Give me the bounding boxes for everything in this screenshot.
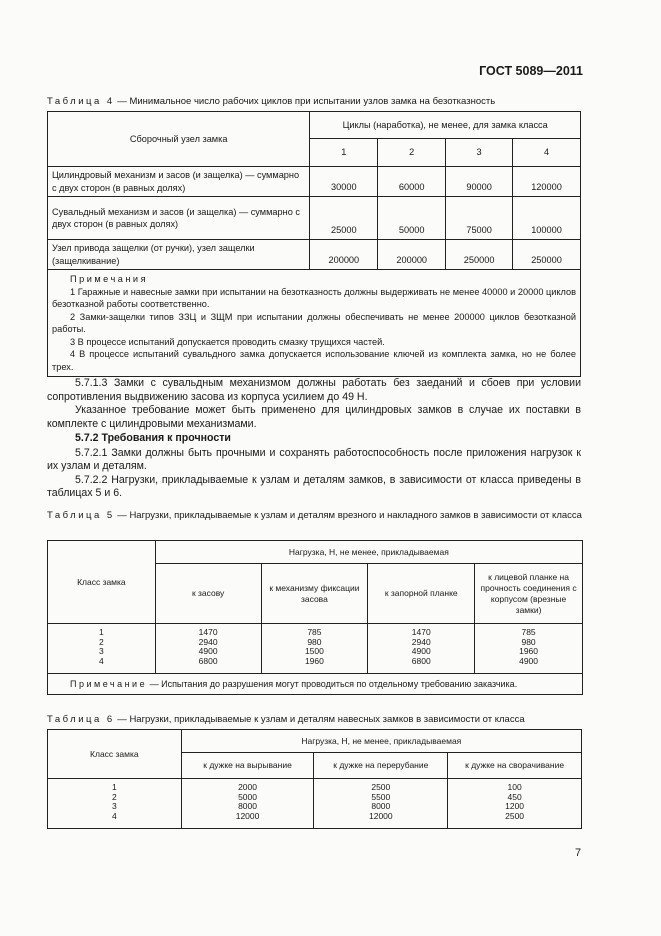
table6-cell: 2 <box>111 791 117 802</box>
table5-col-header: к запорной планке <box>368 564 475 624</box>
table4-note: 3 В процессе испытаний допускается проводить смазку трущихся частей. <box>70 336 385 347</box>
table4-caption-label: Таблица 4 <box>47 96 115 107</box>
table6-caption-text: — Нагрузки, прикладываемые к узлам и деталям навесных замков в зависимости от класса <box>114 714 525 725</box>
table4-class-header: 4 <box>513 139 581 167</box>
table6-col-header: к дужке на сворачивание <box>448 753 582 779</box>
table5-caption-label: Таблица 5 <box>47 510 115 521</box>
table4-cell: 30000 <box>310 167 378 197</box>
table6-col-header: к дужке на вырывание <box>181 753 314 779</box>
table6-cell: 1200 <box>505 801 525 812</box>
table4-header-group: Циклы (наработка), не менее, для замка класса <box>310 112 581 139</box>
table6-values-column <box>181 779 314 829</box>
table6-cell: 8000 <box>238 801 257 812</box>
table4-note: 1 Гаражные и навесные замки при испытании на безотказность должны выдерживать не менее 40000 и 20000 циклов безотказной работы соответственно. <box>52 286 576 309</box>
table6-caption <box>47 713 583 726</box>
paragraph: 5.7.2.1 Замки должны быть прочными и сохранять работоспособность после приложения нагрузок к их узлам и деталям. <box>47 446 581 472</box>
table4-cell: 90000 <box>446 167 513 197</box>
table5 <box>47 540 583 695</box>
table5-cell: 980 <box>307 636 322 647</box>
table-row <box>48 197 581 240</box>
table5-cell: 1960 <box>519 646 539 657</box>
table6-header-group: Нагрузка, Н, не менее, прикладываемая <box>181 730 581 753</box>
table6-cell: 5500 <box>371 791 391 802</box>
table6-cell: 1 <box>111 782 117 792</box>
table6 <box>47 729 582 829</box>
table4-cell: 250000 <box>513 240 581 270</box>
table4-row-label: Узел привода защелки (от ручки), узел защелки (защелкивание) <box>48 240 310 270</box>
table4-cell: 250000 <box>446 240 513 270</box>
table5-col-header: к лицевой планке на прочность соединения с корпусом (врезные замки) <box>475 564 583 624</box>
table4-class-header: 2 <box>378 139 446 167</box>
table-row <box>48 240 581 270</box>
table5-cell: 1 <box>99 627 104 637</box>
table4-cell: 25000 <box>310 197 378 240</box>
table4-class-header: 3 <box>446 139 513 167</box>
table5-cell: 1470 <box>411 627 431 637</box>
table5-caption-text: — Нагрузки, прикладываемые к узлам и деталям врезного и накладного замков в зависимости от класса <box>114 510 582 521</box>
table6-cell: 2500 <box>371 782 391 792</box>
section-heading <box>47 432 581 446</box>
table4-cell: 200000 <box>378 240 446 270</box>
table6-col-header: к дужке на перерубание <box>314 753 448 779</box>
table5-cell: 4900 <box>198 646 218 657</box>
table4-row-label: Сувальдный механизм и засов (и защелка) — суммарно с двух сторон (в равных долях) <box>48 197 310 240</box>
table6-cell: 2500 <box>505 810 525 821</box>
table5-note-text: — Испытания до разрушения могут проводиться по отдельному требованию заказчика. <box>147 678 518 689</box>
table5-class-column <box>48 624 156 674</box>
paragraph: 5.7.1.3 Замки с сувальдным механизмом должны работать без заеданий и сбоев при условии сопротивления выдвижению засова из корпуса усилием до 49 Н. <box>47 377 581 403</box>
body-text <box>47 377 581 501</box>
paragraph: 5.7.2.2 Нагрузки, прикладываемые к узлам и деталям замков, в зависимости от класса приведены в таблицах 5 и 6. <box>47 473 581 499</box>
table6-class-column <box>48 779 182 829</box>
table5-cell: 1960 <box>304 655 324 666</box>
table-row <box>48 779 582 829</box>
table6-cell: 5000 <box>238 791 257 802</box>
table-row <box>48 167 581 197</box>
table5-note-label: Примечание <box>70 678 148 689</box>
page-number: 7 <box>575 847 582 859</box>
table6-cell: 4 <box>111 810 117 821</box>
table5-cell: 3 <box>99 646 104 657</box>
table4-class-header: 1 <box>310 139 378 167</box>
table4-caption <box>47 95 607 108</box>
table6-caption-label: Таблица 6 <box>47 714 115 725</box>
table6-cell: 12000 <box>368 810 393 821</box>
table6-cell: 3 <box>111 801 117 812</box>
standard-number: ГОСТ 5089—2011 <box>479 64 583 78</box>
table4-cell: 50000 <box>378 197 446 240</box>
table5-cell: 4900 <box>411 646 431 657</box>
table4-note: 4 В процессе испытаний сувальдного замка допускается использование ключей из комплекта замка, но не более трех. <box>52 349 576 372</box>
table4-caption-text: — Минимальное число рабочих циклов при испытании узлов замка на безотказность <box>114 96 496 107</box>
table4-row-label: Цилиндровый механизм и засов (и защелка) — суммарно с двух сторон (в равных долях) <box>48 167 310 197</box>
table5-cell: 785 <box>521 627 536 637</box>
section-heading-number: 5.7.2 <box>75 432 99 444</box>
table5-cell: 4900 <box>519 655 539 666</box>
table6-values-column <box>448 779 582 829</box>
table5-values-column <box>155 624 261 674</box>
table5-cell: 980 <box>521 636 536 647</box>
table5-values-column <box>261 624 368 674</box>
table5-cell: 2940 <box>411 636 431 647</box>
table5-col-header: к механизму фиксации засова <box>261 564 368 624</box>
table5-values-column <box>368 624 475 674</box>
table4-cell: 100000 <box>513 197 581 240</box>
table5-header-group: Нагрузка, Н, не менее, прикладываемая <box>155 541 582 564</box>
table4-notes <box>48 270 581 377</box>
table4-cell: 75000 <box>446 197 513 240</box>
table6-cell: 100 <box>507 782 522 792</box>
table5-cell: 1500 <box>304 646 324 657</box>
table6-cell: 8000 <box>371 801 391 812</box>
table4-notes-title: Примечания <box>70 274 149 284</box>
table5-col-header: к засову <box>155 564 261 624</box>
section-heading-text: Требования к прочности <box>101 432 231 444</box>
table6-cell: 450 <box>507 791 522 802</box>
table5-caption <box>47 509 583 522</box>
table5-cell: 2 <box>99 636 104 647</box>
table6-cell: 2000 <box>238 782 257 792</box>
table5-cell: 6800 <box>411 655 431 666</box>
table4 <box>47 111 581 377</box>
table5-header-class: Класс замка <box>48 541 156 624</box>
table6-cell: 12000 <box>235 810 260 821</box>
table4-cell: 200000 <box>310 240 378 270</box>
table4-note: 2 Замки-защелки типов ЗЗЦ и ЗЩМ при испытании должны обеспечивать не менее 200000 циклов безотказной работы. <box>52 311 576 334</box>
table5-cell: 2940 <box>198 636 218 647</box>
table5-cell: 785 <box>307 627 322 637</box>
table6-header-class: Класс замка <box>48 730 182 779</box>
table6-values-column <box>314 779 448 829</box>
table5-cell: 6800 <box>198 655 218 666</box>
table5-note <box>48 674 583 695</box>
table5-values-column <box>475 624 583 674</box>
table4-header-unit: Сборочный узел замка <box>48 112 310 167</box>
table5-cell: 1470 <box>198 627 218 637</box>
table4-cell: 60000 <box>378 167 446 197</box>
table5-cell: 4 <box>99 655 104 666</box>
table-row <box>48 624 583 674</box>
paragraph: Указанное требование может быть применено для цилиндровых замков в случае их поставки в комплекте с цилиндровыми механизмами. <box>47 404 581 430</box>
table4-cell: 120000 <box>513 167 581 197</box>
